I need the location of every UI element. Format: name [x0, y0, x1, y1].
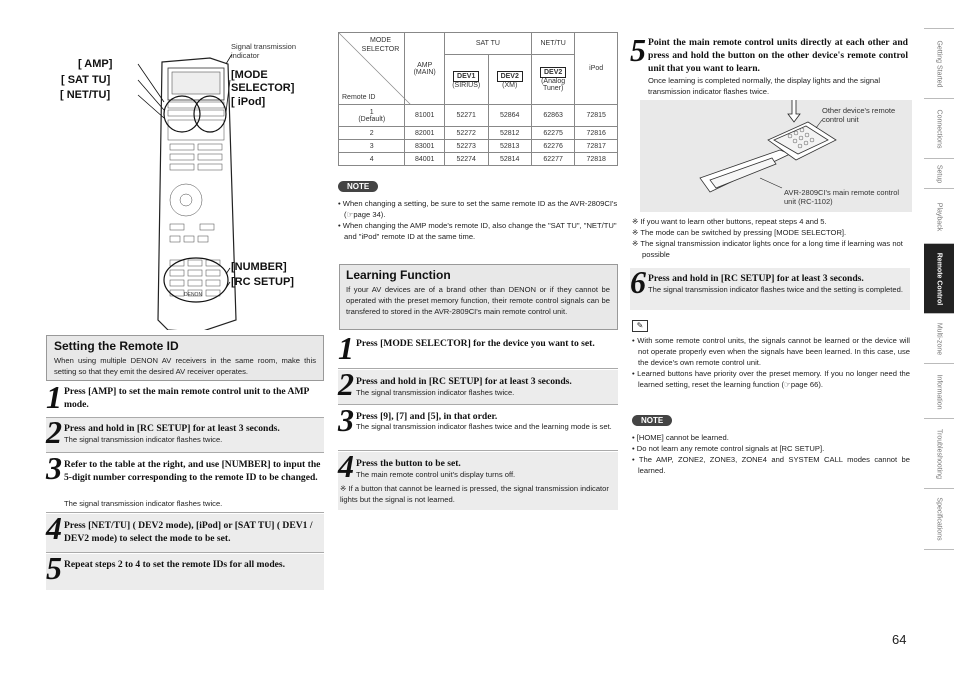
- analog-label: (Analog Tuner): [541, 78, 566, 92]
- note-badge: NOTE: [632, 415, 672, 426]
- learning-step-2: [338, 366, 618, 405]
- sidebar-item-connections[interactable]: Connections: [924, 98, 954, 159]
- cell: 52271: [444, 105, 488, 127]
- row-id: 4: [339, 153, 405, 166]
- cell: 72817: [575, 140, 618, 153]
- cell: 52273: [444, 140, 488, 153]
- learning-step-5: [630, 32, 910, 98]
- dev2-badge: DEV2: [540, 67, 566, 78]
- learning-step-6: [630, 264, 910, 310]
- note-block-1: [338, 176, 618, 242]
- step-sub: The signal transmission indicator flashes twice and the setting is completed.: [648, 285, 903, 294]
- note-item: • When changing a setting, be sure to set the same remote ID as the AVR-2809CI's (☞page 34).: [338, 199, 618, 219]
- dev1-badge: DEV1: [453, 71, 479, 82]
- mode-selector-label: [MODE SELECTOR]: [231, 69, 295, 94]
- step-number: 4: [46, 510, 62, 546]
- chapter-sidebar: [924, 28, 954, 548]
- sirius-label: (SIRIUS): [452, 81, 481, 89]
- table-row: [339, 127, 618, 140]
- sidebar-item-getting-started[interactable]: Getting Started: [924, 28, 954, 99]
- ipod-label: [ iPod]: [231, 96, 266, 108]
- step-title: Refer to the table at the right, and use [NUMBER] to input the 5-digit number corresponding to the remote ID to be changed.: [64, 459, 321, 483]
- header-remote-id: Remote ID: [342, 94, 376, 101]
- table-row: [339, 153, 618, 166]
- step-title: Repeat steps 2 to 4 to set the remote IDs for all modes.: [64, 559, 286, 570]
- cell: 62863: [531, 105, 574, 127]
- learning-figure: [640, 100, 912, 212]
- cell: 82001: [405, 127, 444, 140]
- step-sub: The signal transmission indicator flashes twice.: [64, 435, 223, 444]
- setting-remote-id-box: [46, 335, 324, 381]
- step-title: Press [AMP] to set the main remote control unit to the AMP mode.: [64, 386, 309, 410]
- cell: 72816: [575, 127, 618, 140]
- step-sub: The signal transmission indicator flashes twice and the learning mode is set.: [356, 422, 612, 431]
- step-sub: The main remote control unit's display turns off.: [356, 470, 516, 479]
- cell: 62277: [531, 153, 574, 166]
- cell: 52864: [488, 105, 531, 127]
- learning-function-box: [339, 264, 618, 330]
- step-title: Press and hold in [RC SETUP] for at least 3 seconds.: [64, 423, 280, 434]
- step-number: 3: [46, 450, 62, 486]
- header-amp-label: AMP: [417, 61, 433, 69]
- setting-step-2: [46, 414, 324, 453]
- setting-step-4: [46, 510, 324, 553]
- note-block-2: [632, 410, 910, 476]
- step-title: Press and hold in [RC SETUP] for at least 3 seconds.: [648, 273, 864, 284]
- header-dev2-analog: [531, 55, 574, 105]
- amp-label: [ AMP]: [78, 58, 113, 70]
- header-amp-sub: (MAIN): [413, 68, 436, 76]
- table-row: [339, 140, 618, 153]
- row-id: 1 (Default): [339, 105, 405, 127]
- learning-note: ※ The mode can be switched by pressing [MODE SELECTOR].: [632, 228, 847, 237]
- cell: 72815: [575, 105, 618, 127]
- learning-step-4: [338, 448, 618, 510]
- svg-text:DENON: DENON: [184, 292, 203, 298]
- step-number: 1: [338, 330, 354, 366]
- step-note: ※ If a button that cannot be learned is pressed, the signal transmission indicator lights but the signal is not learned.: [340, 484, 609, 504]
- setting-title: Setting the Remote ID: [54, 339, 179, 353]
- tip-item: • With some remote control units, the signals cannot be learned or the device will not operate properly even when the signals have been learned. In this case, use the device's own remote control unit.: [632, 336, 910, 367]
- learning-note: ※ If you want to learn other buttons, repeat steps 4 and 5.: [632, 217, 827, 226]
- learning-body: If your AV devices are of a brand other than DENON or if they cannot be operated with the preset memory function, their remote control signals can be transfered to stored in the AVR-2809CI's main remote control unit.: [346, 285, 610, 316]
- row-id: 3: [339, 140, 405, 153]
- dev2-badge: DEV2: [497, 71, 523, 82]
- setting-step-3: [46, 450, 324, 513]
- header-sat-tu: SAT TU: [444, 33, 531, 55]
- remote-illustration: [60, 40, 320, 330]
- main-remote-caption: AVR-2809CI's main remote control unit (RC-1102): [784, 188, 900, 206]
- learning-title: Learning Function: [346, 268, 451, 282]
- cell: 52274: [444, 153, 488, 166]
- sidebar-item-setup[interactable]: Setup: [924, 158, 954, 189]
- step-title: Press [NET/TU] ( DEV2 mode), [iPod] or [SAT TU] ( DEV1 / DEV2 mode) to select the mode to be set.: [64, 520, 313, 544]
- step-number: 4: [338, 448, 354, 484]
- header-dev2: [488, 55, 531, 105]
- step-number: 3: [338, 402, 354, 438]
- sidebar-item-remote-control[interactable]: Remote Control: [924, 243, 954, 314]
- sidebar-item-information[interactable]: Information: [924, 363, 954, 419]
- step-number: 5: [46, 550, 62, 586]
- cell: 81001: [405, 105, 444, 127]
- step-sub: The signal transmission indicator flashes twice.: [356, 388, 515, 397]
- table-row: [339, 105, 618, 127]
- indicator-caption: Signal transmission indicator: [231, 42, 297, 60]
- setting-step-1: [46, 379, 324, 418]
- step-title: Press [MODE SELECTOR] for the device you want to set.: [356, 338, 595, 349]
- cell: 62275: [531, 127, 574, 140]
- cell: 52813: [488, 140, 531, 153]
- step-title: Press the button to be set.: [356, 458, 461, 469]
- sidebar-item-playback[interactable]: Playback: [924, 188, 954, 244]
- other-remote-caption: Other device's remote control unit: [822, 106, 896, 124]
- sidebar-item-specifications[interactable]: Specifications: [924, 488, 954, 550]
- rc-setup-label: [RC SETUP]: [231, 276, 294, 288]
- cell: 52812: [488, 127, 531, 140]
- step-number: 2: [338, 366, 354, 402]
- header-net-tu: NET/TU: [531, 33, 574, 55]
- xm-label: (XM): [502, 81, 518, 89]
- net-tu-label: [ NET/TU]: [60, 89, 111, 101]
- learning-notes: [632, 216, 908, 260]
- step-number: 6: [630, 264, 646, 300]
- pencil-icon: ✎: [632, 320, 648, 332]
- tip-item: • Learned buttons have priority over the preset memory. If you no longer need the learned setting, reset the learning function (☞page 66).: [632, 369, 910, 389]
- number-label: [NUMBER]: [231, 261, 287, 273]
- row-id: 2: [339, 127, 405, 140]
- learning-note: ※ The signal transmission indicator lights once for a long time if learning was not possible: [632, 239, 903, 259]
- step-number: 1: [46, 379, 62, 415]
- setting-body: When using multiple DENON AV receivers in the same room, make this setting so that they emit the desired AV receiver operates.: [54, 356, 316, 376]
- cell: 62276: [531, 140, 574, 153]
- sidebar-item-troubleshooting[interactable]: Troubleshooting: [924, 418, 954, 489]
- setting-step-5: [46, 550, 324, 590]
- remote-id-table: [338, 32, 618, 166]
- header-dev1: [444, 55, 488, 105]
- tips-block: [632, 335, 910, 390]
- step-number: 2: [46, 414, 62, 450]
- header-ipod: iPod: [575, 33, 618, 105]
- page-number: 64: [892, 632, 907, 647]
- sat-tu-label: [ SAT TU]: [61, 74, 111, 86]
- cell: 52272: [444, 127, 488, 140]
- cell: 84001: [405, 153, 444, 166]
- note-item: • When changing the AMP mode's remote ID, also change the "SAT TU", "NET/TU" and "iPod" remote ID at the same time.: [338, 221, 617, 241]
- step-number: 5: [630, 32, 646, 68]
- step-title: Press [9], [7] and [5], in that order.: [356, 411, 498, 422]
- note-badge: NOTE: [338, 181, 378, 192]
- learning-step-1: [338, 330, 618, 369]
- learning-step-3: [338, 402, 618, 451]
- cell: 83001: [405, 140, 444, 153]
- step-title: Point the main remote control units directly at each other and press and hold the button on the other device's remote control unit that you want to learn.: [648, 37, 908, 74]
- step-title: Press and hold in [RC SETUP] for at least 3 seconds.: [356, 376, 572, 387]
- table-corner: [339, 33, 405, 105]
- header-mode-selector: MODE SELECTOR: [361, 37, 400, 53]
- step-sub: Once learning is completed normally, the display lights and the signal transmission indicator flashes twice.: [648, 76, 881, 96]
- cell: 72818: [575, 153, 618, 166]
- sidebar-item-multi-zone[interactable]: Multi-zone: [924, 313, 954, 364]
- cell: 52814: [488, 153, 531, 166]
- note-item: • The AMP, ZONE2, ZONE3, ZONE4 and SYSTEM CALL modes cannot be learned.: [632, 455, 910, 475]
- note-item: • [HOME] cannot be learned.: [632, 433, 729, 442]
- note-item: • Do not learn any remote control signals at [RC SETUP].: [632, 444, 825, 453]
- step-sub: The signal transmission indicator flashes twice.: [64, 499, 223, 508]
